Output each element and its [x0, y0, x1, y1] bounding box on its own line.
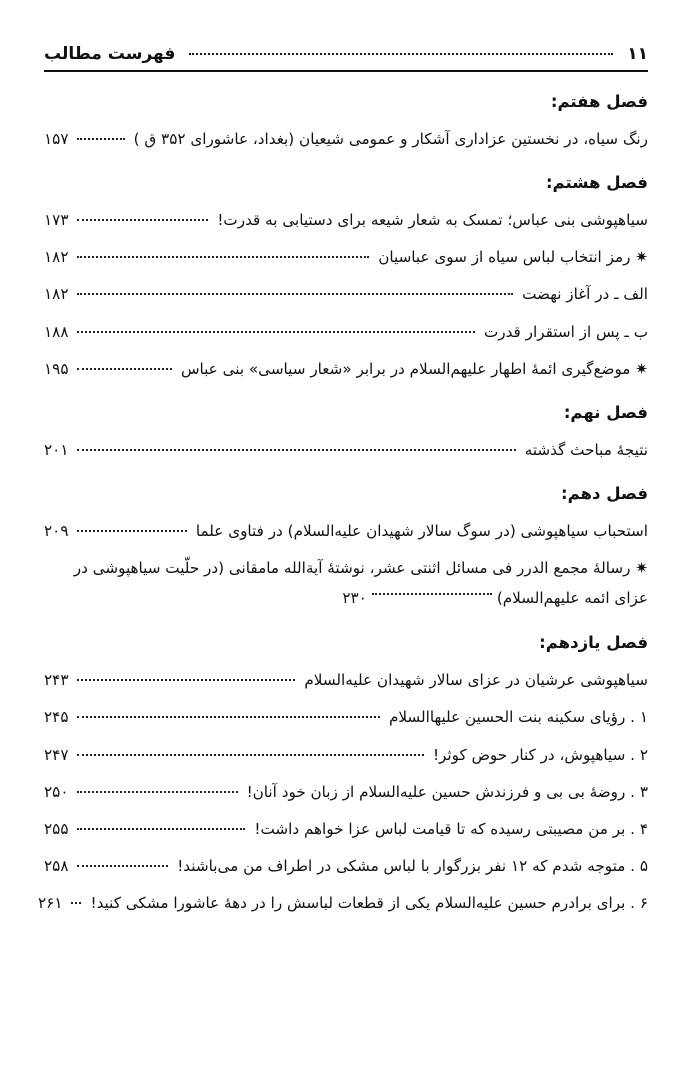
toc-chapter-heading: فصل یازدهم:	[539, 633, 648, 653]
toc-leader-dots	[77, 753, 423, 756]
toc-entry-page-number: ۱۸۲	[44, 248, 69, 267]
toc-entry-page-number: ۲۰۹	[44, 521, 69, 540]
toc-entry-label: ۴ . بر من مصیبتی رسیده که تا قیامت لباس عزا خواهم داشت!	[254, 819, 648, 838]
toc-entry-label: ✷ رمز انتخاب لباس سیاه از سوی عباسیان	[378, 248, 648, 267]
toc-entry-page-number: ۲۳۰	[342, 588, 367, 607]
toc-leader-dots	[77, 292, 513, 295]
toc-leader-dots	[77, 218, 208, 221]
toc-leader-dots	[77, 864, 168, 867]
toc-leader-dots	[77, 715, 379, 718]
toc-entry-label: رنگ سیاه، در نخستین عزاداری آشکار و عمومی شیعیان (بغداد، عاشورای ۳۵۲ ق )	[133, 130, 648, 148]
toc-list	[38, 92, 648, 917]
toc-entry-label: الف ـ در آغاز نهضت	[522, 285, 648, 304]
toc-entry[interactable]	[44, 741, 648, 769]
toc-leader-dots	[77, 137, 124, 140]
toc-entry[interactable]	[44, 778, 648, 806]
toc-chapter-heading: فصل هفتم:	[550, 92, 648, 111]
toc-entry-page-number: ۱۵۷	[44, 130, 69, 148]
toc-entry[interactable]	[44, 666, 648, 694]
toc-entry-page-number: ۲۵۵	[44, 819, 69, 838]
toc-entry[interactable]	[44, 125, 648, 153]
toc-entry[interactable]	[44, 206, 648, 234]
toc-leader-dots	[71, 901, 81, 904]
toc-entry-page-number: ۲۴۵	[44, 708, 69, 727]
toc-entry[interactable]	[44, 703, 648, 731]
toc-entry[interactable]	[44, 852, 648, 880]
toc-entry-label: ۱ . رؤیای سکینه بنت الحسین علیهاالسلام	[388, 708, 648, 727]
toc-leader-dots	[77, 827, 245, 830]
toc-entry-page-number: ۱۸۲	[44, 285, 69, 304]
toc-entry[interactable]	[44, 815, 648, 843]
toc-entry[interactable]	[44, 517, 648, 545]
toc-entry[interactable]	[44, 554, 648, 613]
toc-entry-label: سیاهپوشی عرشیان در عزای سالار شهیدان علیه‌السلام	[304, 671, 648, 690]
toc-leader-dots	[77, 529, 186, 532]
toc-entry-page-number: ۲۶۱	[38, 894, 63, 913]
toc-entry-page-number: ۲۵۸	[44, 856, 69, 875]
toc-entry-page-number: ۱۹۵	[44, 359, 69, 378]
toc-entry-label: استحباب سیاهپوشی (در سوگ سالار شهیدان علیه‌السلام) در فتاوی علما	[195, 521, 648, 540]
toc-entry-page-number: ۱۸۸	[44, 322, 69, 341]
toc-leader-dots	[77, 678, 295, 681]
toc-entry[interactable]	[44, 355, 648, 383]
toc-entry-label: نتیجهٔ مباحث گذشته	[524, 440, 648, 459]
toc-entry-label: سیاهپوشی بنی عباس؛ تمسک به شعار شیعه برای دستیابی به قدرت!	[217, 211, 648, 230]
toc-chapter-heading: فصل دهم:	[561, 483, 648, 503]
toc-entry-page-number: ۱۷۳	[44, 211, 69, 230]
toc-chapter-heading: فصل نهم:	[563, 402, 648, 422]
toc-chapter-heading: فصل هشتم:	[545, 173, 648, 193]
toc-entry-page-number: ۲۴۷	[44, 745, 69, 764]
header-leader-dots	[189, 52, 613, 55]
toc-leader-dots	[77, 330, 474, 333]
toc-leader-dots	[77, 448, 515, 451]
toc-entry-label: ۵ . متوجه شدم که ۱۲ نفر بزرگوار با لباس مشکی در اطراف من می‌باشند!	[177, 856, 648, 875]
toc-entry-label: ۳ . روضهٔ بی بی و فرزندش حسین علیه‌السلام از زبان خود آنان!	[246, 782, 648, 801]
toc-leader-dots	[77, 790, 237, 793]
toc-entry[interactable]	[44, 280, 648, 308]
toc-entry[interactable]	[38, 889, 648, 917]
toc-entry-label: ۲ . سیاهپوش، در کنار حوض کوثر!	[432, 745, 648, 764]
toc-entry-label: ۶ . برای برادرم حسین علیه‌السلام یکی از قطعات لباسش را در دههٔ عاشورا مشکی کنید!	[90, 894, 648, 913]
toc-entry[interactable]	[44, 436, 648, 464]
header-divider	[44, 70, 648, 72]
toc-entry-page-number: ۲۵۰	[44, 782, 69, 801]
toc-entry-page-number: ۲۴۳	[44, 671, 69, 690]
header-page-number: ۱۱	[627, 44, 648, 64]
page-header	[44, 44, 648, 64]
toc-leader-dots	[372, 592, 492, 595]
toc-entry-label: ✷ رسالهٔ مجمع الدرر فی مسائل اثنتی عشر، نوشتهٔ آیةالله مامقانی (در حلّیت سیاهپوشی در عزای ائمه علیهم‌السلام)	[73, 559, 648, 607]
toc-entry-label: ✷ موضع‌گیری ائمهٔ اطهار علیهم‌السلام در برابر «شعار سیاسی» بنی عباس	[180, 359, 648, 378]
toc-entry-label: ب ـ پس از استقرار قدرت	[483, 322, 648, 341]
toc-leader-dots	[77, 255, 369, 258]
toc-entry[interactable]	[44, 318, 648, 346]
toc-entry-page-number: ۲۰۱	[44, 440, 69, 459]
toc-leader-dots	[77, 367, 171, 370]
toc-entry[interactable]	[44, 243, 648, 271]
page-title: فهرست مطالب	[44, 44, 176, 64]
